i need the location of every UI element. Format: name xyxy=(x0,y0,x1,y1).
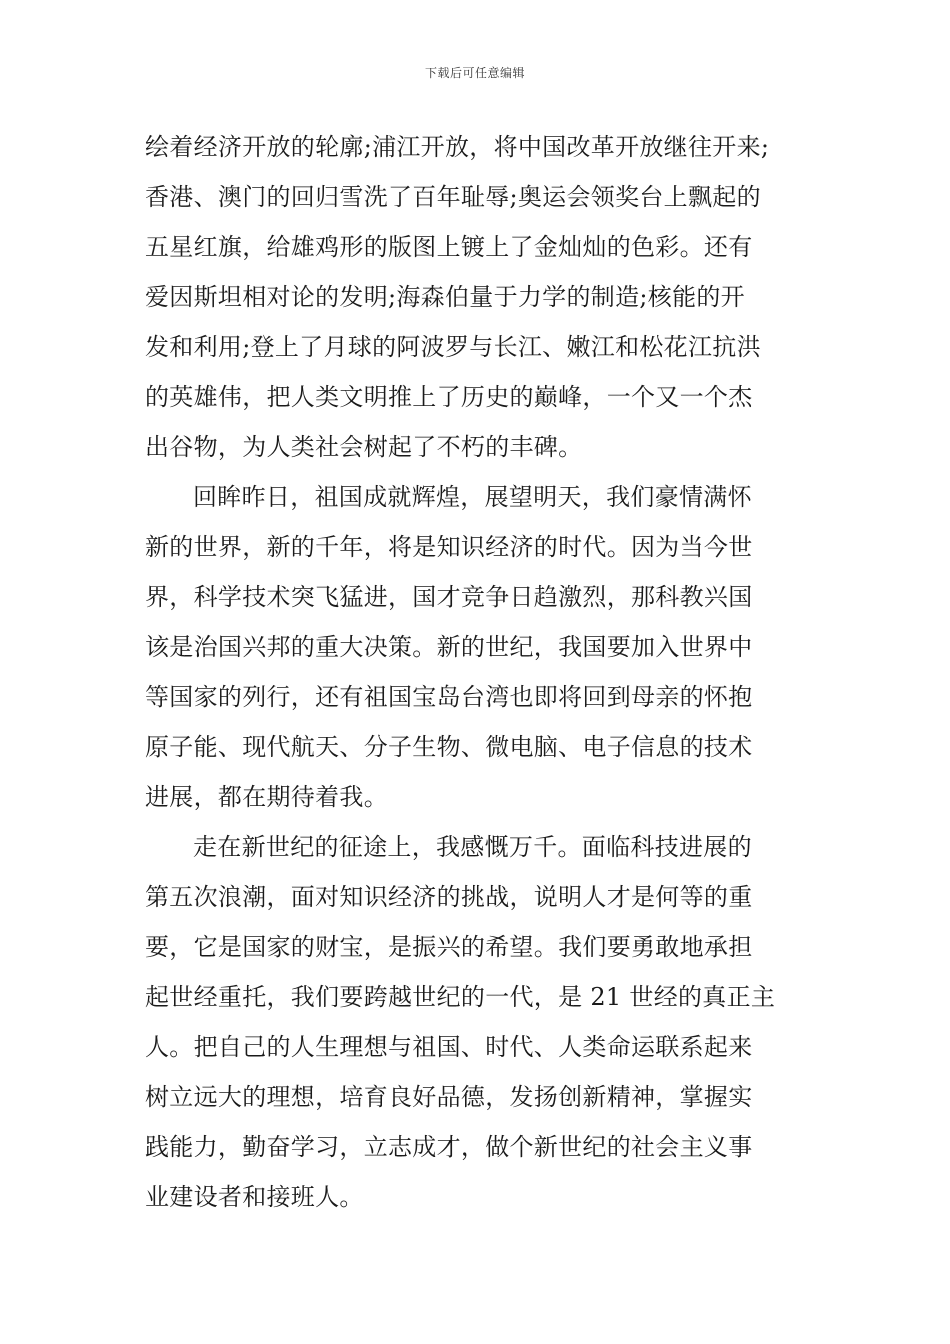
text-line: 进展，都在期待着我。 xyxy=(145,783,388,811)
text-line: 走在新世纪的征途上，我感慨万千。面临科技进展的 xyxy=(193,833,752,861)
text-line: 践能力，勤奋学习，立志成才，做个新世纪的社会主义事 xyxy=(145,1133,753,1161)
text-line: 人。把自己的人生理想与祖国、时代、人类命运联系起来 xyxy=(145,1033,753,1061)
page-header: 下载后可任意编辑 xyxy=(424,66,525,80)
text-line: 起世经重托，我们要跨越世纪的一代，是 21 世经的真正主 xyxy=(145,983,776,1011)
text-line: 该是治国兴邦的重大决策。新的世纪，我国要加入世界中 xyxy=(145,633,753,661)
text-line: 的英雄伟，把人类文明推上了历史的巅峰，一个又一个杰 xyxy=(145,383,753,411)
text-line: 第五次浪潮，面对知识经济的挑战，说明人才是何等的重 xyxy=(145,883,753,911)
paragraph-2 xyxy=(145,472,807,822)
paragraph-3 xyxy=(145,822,807,1222)
paragraph-1 xyxy=(145,122,807,472)
text-line: 回眸昨日，祖国成就辉煌，展望明天，我们豪情满怀 xyxy=(193,483,752,511)
text-line: 绘着经济开放的轮廓;浦江开放，将中国改革开放继往开来; xyxy=(145,133,770,161)
text-line: 香港、澳门的回归雪洗了百年耻辱;奥运会领奖台上飘起的 xyxy=(145,183,761,211)
text-line: 原子能、现代航天、分子生物、微电脑、电子信息的技术 xyxy=(145,733,753,761)
text-line: 界，科学技术突飞猛进，国才竞争日趋激烈，那科教兴国 xyxy=(145,583,753,611)
text-line: 五星红旗，给雄鸡形的版图上镀上了金灿灿的色彩。还有 xyxy=(145,233,753,261)
text-line: 等国家的列行，还有祖国宝岛台湾也即将回到母亲的怀抱 xyxy=(145,683,753,711)
text-line: 爱因斯坦相对论的发明;海森伯量于力学的制造;核能的开 xyxy=(145,283,745,311)
text-line: 发和利用;登上了月球的阿波罗与长江、嫩江和松花江抗洪 xyxy=(145,333,761,361)
text-line: 业建设者和接班人。 xyxy=(145,1183,364,1211)
document-body xyxy=(145,122,807,1222)
text-line: 新的世界，新的千年，将是知识经济的时代。因为当今世 xyxy=(145,533,753,561)
text-line: 出谷物，为人类社会树起了不朽的丰碑。 xyxy=(145,433,583,461)
text-line: 树立远大的理想，培育良好品德，发扬创新精神，掌握实 xyxy=(145,1083,753,1111)
text-line: 要，它是国家的财宝，是振兴的希望。我们要勇敢地承担 xyxy=(145,933,753,961)
